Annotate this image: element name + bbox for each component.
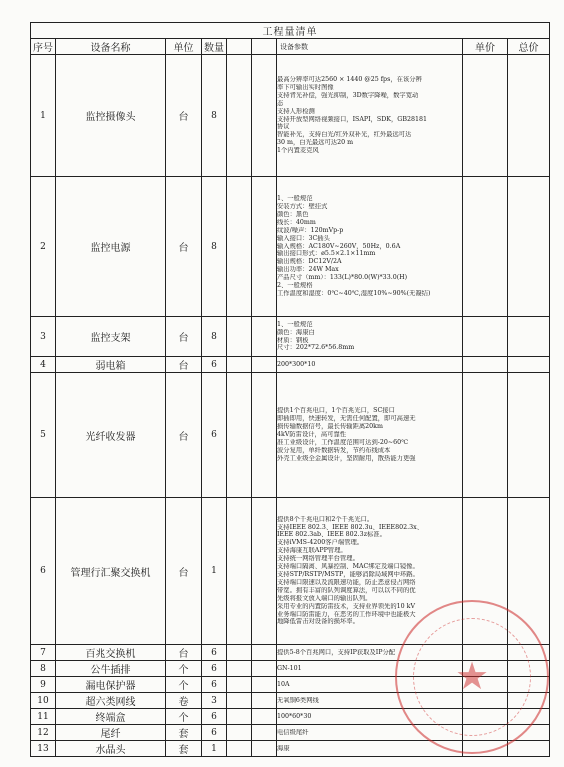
row-qty: 6 xyxy=(202,677,227,693)
spec-line: 最高分辨率可达2560 × 1440 @25 fps，在该分辨 xyxy=(277,75,422,83)
row-blank-2 xyxy=(252,177,277,317)
row-blank-1 xyxy=(227,693,252,709)
spec-line: 材质：钢板 xyxy=(277,336,309,344)
row-spec xyxy=(277,661,463,677)
header-unit: 单位 xyxy=(166,39,202,55)
spec-line: 先级将报文放入端口的输出队列。 xyxy=(277,594,372,602)
row-unit: 套 xyxy=(166,741,202,757)
table-row xyxy=(31,357,550,373)
row-total xyxy=(508,55,550,177)
seal-star-icon: ★ xyxy=(454,654,490,698)
row-unit: 个 xyxy=(166,661,202,677)
spec-line: 2、一般规格 xyxy=(277,282,313,290)
row-blank-2 xyxy=(252,741,277,757)
spec-line: 即插即用，快速转发，无需任何配置，即可高速无 xyxy=(277,415,416,423)
row-blank-1 xyxy=(227,725,252,741)
spec-line: 提供8个千兆电口和2个千兆光口。 xyxy=(277,515,374,523)
row-unit: 卷 xyxy=(166,693,202,709)
row-blank-1 xyxy=(227,645,252,661)
row-qty: 1 xyxy=(202,498,227,645)
row-blank-1 xyxy=(227,373,252,498)
spec-line: 波分复用，单纤数据转发，节约布线成本 xyxy=(277,446,391,454)
row-price xyxy=(463,373,508,498)
spec-line: 4kV防雷设计，高可靠性 xyxy=(277,431,347,439)
table-row xyxy=(31,373,550,498)
table-row xyxy=(31,177,550,317)
row-name: 漏电保护器 xyxy=(56,677,166,693)
row-total xyxy=(508,693,550,709)
spec-line: 支持人形检测 xyxy=(277,107,315,115)
row-name: 光纤收发器 xyxy=(56,373,166,498)
row-blank-1 xyxy=(227,677,252,693)
row-total xyxy=(508,725,550,741)
row-unit: 台 xyxy=(166,177,202,317)
spec-line: 颜色：黑色 xyxy=(277,210,309,218)
row-unit: 套 xyxy=(166,725,202,741)
row-spec xyxy=(277,645,463,661)
row-qty: 6 xyxy=(202,645,227,661)
row-unit: 台 xyxy=(166,373,202,498)
spec-line: 支持端口隔离、风暴控制、MAC绑定及端口镜像。 xyxy=(277,563,419,571)
spec-line: 海康 xyxy=(277,744,290,752)
spec-line: 支持IEEE 802.3、IEEE 802.3u、IEEE802.3x、 xyxy=(277,523,424,531)
row-name: 管理行汇聚交换机 xyxy=(56,498,166,645)
row-index: 6 xyxy=(31,498,56,645)
row-spec xyxy=(277,677,463,693)
spec-line: 输出规格：DC12V/2A xyxy=(277,258,342,266)
row-total xyxy=(508,741,550,757)
row-index: 8 xyxy=(31,661,56,677)
spec-line: 工作温度和湿度：0℃~40℃,湿度10%~90%(无凝结) xyxy=(277,289,431,297)
row-name: 水晶头 xyxy=(56,741,166,757)
spec-line: 1、一般规范 xyxy=(277,195,313,203)
row-unit: 个 xyxy=(166,709,202,725)
spec-line: 尺寸：202*72.6*56.8mm xyxy=(277,344,355,352)
row-spec xyxy=(277,373,463,498)
row-index: 4 xyxy=(31,357,56,373)
row-price xyxy=(463,661,508,677)
spec-line: 1个内置麦克风 xyxy=(277,147,319,155)
row-unit: 个 xyxy=(166,677,202,693)
row-name: 尾纤 xyxy=(56,725,166,741)
row-qty: 1 xyxy=(202,741,227,757)
header-blank-1 xyxy=(227,39,252,55)
header-row xyxy=(31,39,550,55)
row-qty: 6 xyxy=(202,661,227,677)
row-qty: 8 xyxy=(202,55,227,177)
table-row xyxy=(31,55,550,177)
spec-line: GN-101 xyxy=(277,664,302,672)
spec-line: 输入接口：3C插头 xyxy=(277,234,330,242)
spec-line: 态 xyxy=(277,99,284,107)
spec-line: 100*60*30 xyxy=(277,712,312,720)
row-name: 弱电箱 xyxy=(56,357,166,373)
row-spec xyxy=(277,725,463,741)
spec-line: 业务端口防雷能力，在恶劣的工作环境中也能极大 xyxy=(277,610,416,618)
spec-line: 输出功率：24W Max xyxy=(277,266,339,274)
row-qty: 8 xyxy=(202,177,227,317)
row-unit: 台 xyxy=(166,55,202,177)
row-name: 终端盒 xyxy=(56,709,166,725)
table-row xyxy=(31,645,550,661)
spec-line: 采用专业的内置防雷技术，支持业界领先的10 kV xyxy=(277,602,416,610)
row-spec xyxy=(277,357,463,373)
row-spec xyxy=(277,498,463,645)
bill-of-quantities-table xyxy=(30,22,550,757)
row-qty: 6 xyxy=(202,725,227,741)
table-row xyxy=(31,725,550,741)
row-qty: 6 xyxy=(202,373,227,498)
row-price xyxy=(463,317,508,357)
row-blank-2 xyxy=(252,725,277,741)
row-spec xyxy=(277,709,463,725)
header-index: 序号 xyxy=(31,39,56,55)
row-qty: 8 xyxy=(202,317,227,357)
row-blank-2 xyxy=(252,661,277,677)
spec-line: 颜色：海康白 xyxy=(277,328,315,336)
spec-line: 1、一般规范 xyxy=(277,320,313,328)
row-index: 5 xyxy=(31,373,56,498)
row-price xyxy=(463,725,508,741)
row-name: 监控支架 xyxy=(56,317,166,357)
header-price: 单价 xyxy=(463,39,508,55)
row-price xyxy=(463,357,508,373)
row-blank-2 xyxy=(252,357,277,373)
spec-line: 准工业级设计，工作温度范围可达到-20~60℃ xyxy=(277,438,409,446)
row-index: 2 xyxy=(31,177,56,317)
row-unit: 台 xyxy=(166,498,202,645)
table-body xyxy=(31,55,550,757)
row-price xyxy=(463,677,508,693)
row-price xyxy=(463,645,508,661)
row-blank-2 xyxy=(252,709,277,725)
spec-line: 200*300*10 xyxy=(277,360,316,368)
row-blank-2 xyxy=(252,55,277,177)
row-spec xyxy=(277,317,463,357)
spec-line: 30 m，白光最远可达20 m xyxy=(277,139,354,147)
spec-line: 纹波/噪声：120mVp-p xyxy=(277,226,344,234)
table-row xyxy=(31,709,550,725)
row-total xyxy=(508,177,550,317)
row-total xyxy=(508,677,550,693)
row-price xyxy=(463,693,508,709)
row-blank-2 xyxy=(252,373,277,498)
spec-line: 电信级尾纤 xyxy=(277,728,309,736)
row-qty: 6 xyxy=(202,709,227,725)
row-name: 监控摄像头 xyxy=(56,55,166,177)
table-title: 工程量清单 xyxy=(31,23,550,39)
row-blank-2 xyxy=(252,693,277,709)
spec-line: 支持开放型网络视频接口，ISAPI，SDK，GB28181 xyxy=(277,115,427,123)
row-total xyxy=(508,709,550,725)
spec-line: IEEE 802.3ab、IEEE 802.3z标准。 xyxy=(277,531,386,539)
spec-line: 支持背光补偿，强光抑制，3D数字降噪，数字宽动 xyxy=(277,91,419,99)
spec-line: 支持统一网络管理平台管理。 xyxy=(277,555,359,563)
row-index: 1 xyxy=(31,55,56,177)
spec-line: 产品尺寸（mm）：133(L)*80.0(W)*33.0(H) xyxy=(277,274,408,282)
row-spec xyxy=(277,741,463,757)
row-name: 百兆交换机 xyxy=(56,645,166,661)
row-blank-1 xyxy=(227,357,252,373)
row-spec xyxy=(277,177,463,317)
row-unit: 台 xyxy=(166,317,202,357)
row-qty: 6 xyxy=(202,357,227,373)
row-blank-2 xyxy=(252,498,277,645)
row-price xyxy=(463,741,508,757)
spec-line: 率下可输出实时图像 xyxy=(277,83,334,91)
row-total xyxy=(508,645,550,661)
row-total xyxy=(508,357,550,373)
row-total xyxy=(508,373,550,498)
row-total xyxy=(508,661,550,677)
spec-line: 安装方式：壁挂式 xyxy=(277,203,328,211)
spec-line: 提供5-8个百兆网口，支持IP获取及IP分配 xyxy=(277,648,396,656)
row-blank-2 xyxy=(252,677,277,693)
row-blank-1 xyxy=(227,317,252,357)
row-total xyxy=(508,498,550,645)
table-row xyxy=(31,693,550,709)
row-spec xyxy=(277,693,463,709)
row-spec xyxy=(277,55,463,177)
spec-line: 输入规格：AC180V~260V，50Hz，0.6A xyxy=(277,242,401,250)
table-row xyxy=(31,677,550,693)
spec-line: 损传输数据信号，最长传输距离20km xyxy=(277,423,383,431)
row-total xyxy=(508,317,550,357)
row-unit: 台 xyxy=(166,645,202,661)
spec-line: 支持STP/RSTP/MSTP，能够消除局域网中环路。 xyxy=(277,571,419,578)
spec-line: 线长：40mm xyxy=(277,218,316,226)
header-name: 设备名称 xyxy=(56,39,166,55)
spec-line: 支持端口限速以及流限速功能，防止恶意侵占网络 xyxy=(277,578,416,586)
table-row xyxy=(31,317,550,357)
row-price xyxy=(463,55,508,177)
header-spec: 设备参数 xyxy=(277,39,463,55)
row-name: 超六类网线 xyxy=(56,693,166,709)
spec-line: 输出接口形式：ø5.5×2.1×11mm xyxy=(277,250,376,258)
table-row xyxy=(31,661,550,677)
spec-line: 提供1个百兆电口，1个百兆光口，SC接口 xyxy=(277,407,395,415)
row-index: 11 xyxy=(31,709,56,725)
header-blank-2 xyxy=(252,39,277,55)
row-index: 12 xyxy=(31,725,56,741)
spec-line: 带宽。拥有丰富的队列调度算法，可以以不同的优 xyxy=(277,586,416,594)
row-index: 13 xyxy=(31,741,56,757)
row-blank-1 xyxy=(227,177,252,317)
row-unit: 台 xyxy=(166,357,202,373)
spec-line: 地降低雷击对设备的损坏率。 xyxy=(277,618,359,626)
row-index: 3 xyxy=(31,317,56,357)
row-blank-1 xyxy=(227,661,252,677)
spec-line: 支持iVMS-4200客户端管理。 xyxy=(277,539,364,547)
row-blank-1 xyxy=(227,498,252,645)
row-price xyxy=(463,498,508,645)
row-index: 10 xyxy=(31,693,56,709)
row-qty: 3 xyxy=(202,693,227,709)
row-name: 公牛插排 xyxy=(56,661,166,677)
header-qty: 数量 xyxy=(202,39,227,55)
spec-line: 外壳工业级全金属设计，坚固耐用，散热能力更强 xyxy=(277,454,416,462)
row-blank-2 xyxy=(252,317,277,357)
spec-line: 支持海康互联APP管理。 xyxy=(277,547,347,555)
spec-line: 智能补光，支持白光/红外双补光，红外最远可达 xyxy=(277,131,412,139)
table-row xyxy=(31,741,550,757)
row-blank-1 xyxy=(227,709,252,725)
table-row xyxy=(31,498,550,645)
row-price xyxy=(463,177,508,317)
row-blank-1 xyxy=(227,55,252,177)
header-total: 总价 xyxy=(508,39,550,55)
spec-line: 协议 xyxy=(277,123,290,131)
row-index: 7 xyxy=(31,645,56,661)
spec-line: 10A xyxy=(277,680,290,688)
row-price xyxy=(463,709,508,725)
row-blank-1 xyxy=(227,741,252,757)
row-index: 9 xyxy=(31,677,56,693)
spec-line: 无氧铜6类网线 xyxy=(277,696,319,704)
row-blank-2 xyxy=(252,645,277,661)
row-name: 监控电源 xyxy=(56,177,166,317)
